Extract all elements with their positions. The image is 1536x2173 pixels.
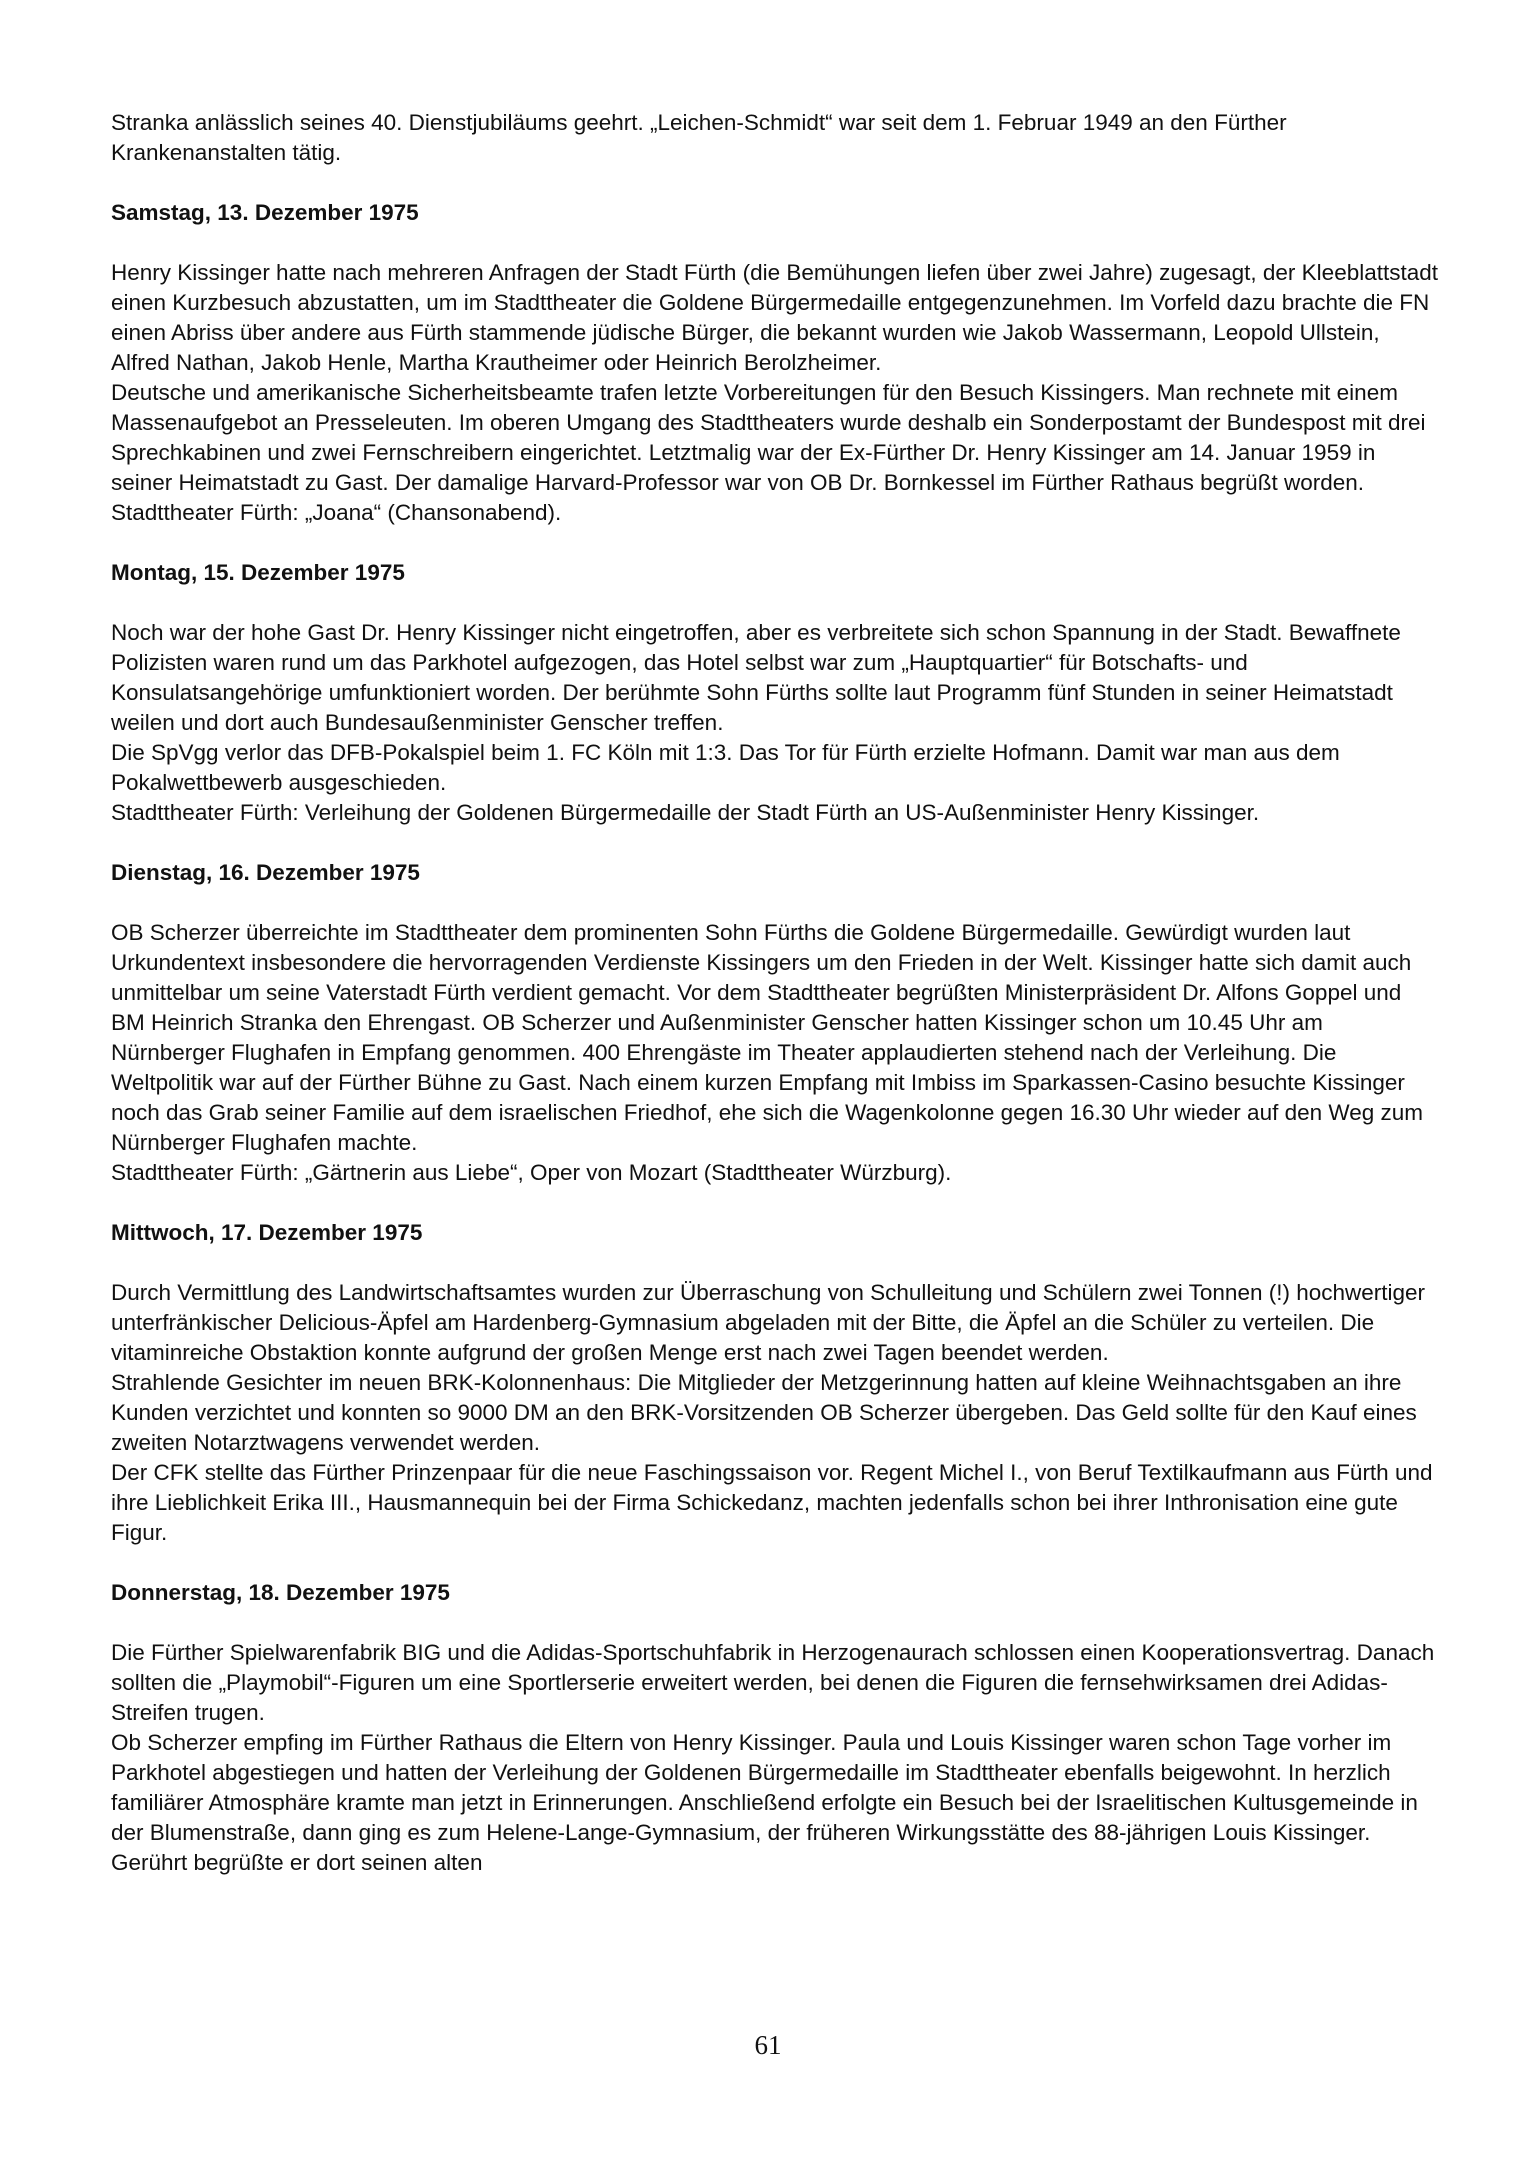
spacer xyxy=(111,828,1441,858)
spacer xyxy=(111,1608,1441,1638)
day-heading-tuesday-16: Dienstag, 16. Dezember 1975 xyxy=(111,860,420,885)
spacer xyxy=(111,888,1441,918)
entry-paragraph: OB Scherzer überreichte im Stadttheater dem prominenten Sohn Fürths die Goldene Bürgermedaille. Gewürdigt wurden laut Urkundentext insbesondere die hervorragenden Verdienste Kissingers um den Frieden in der Welt. Kissinger hatte sich damit auch unmittelbar um seine Vaterstadt Fürth verdient gemacht. Vor dem Stadttheater begrüßten Ministerpräsident Dr. Alfons Goppel und BM Heinrich Stranka den Ehrengast. OB Scherzer und Außenminister Genscher hatten Kissinger schon um 10.45 Uhr am Nürnberger Flughafen in Empfang genommen. 400 Ehrengäste im Theater applaudierten stehend nach der Verleihung. Die Weltpolitik war auf der Fürther Bühne zu Gast. Nach einem kurzen Empfang mit Imbiss im Sparkassen-Casino besuchte Kissinger noch das Grab seiner Familie auf dem israelischen Friedhof, ehe sich die Wagenkolonne gegen 16.30 Uhr wieder auf den Weg zum Nürnberger Flughafen machte. xyxy=(111,920,1423,1155)
day-heading-monday-15: Montag, 15. Dezember 1975 xyxy=(111,560,405,585)
entry-paragraph: Die SpVgg verlor das DFB-Pokalspiel beim 1. FC Köln mit 1:3. Das Tor für Fürth erzielte Hofmann. Damit war man aus dem Pokalwettbewerb ausgeschieden. xyxy=(111,740,1340,795)
spacer xyxy=(111,168,1441,198)
entry-paragraph: Deutsche und amerikanische Sicherheitsbeamte trafen letzte Vorbereitungen für den Besuch Kissingers. Man rechnete mit einem Massenaufgebot an Presseleuten. Im oberen Umgang des Stadttheaters wurde deshalb ein Sonderpostamt der Bundespost mit drei Sprechkabinen und zwei Fernschreibern eingerichtet. Letztmalig war der Ex-Fürther Dr. Henry Kissinger am 14. Januar 1959 in seiner Heimatstadt zu Gast. Der damalige Harvard-Professor war von OB Dr. Bornkessel im Fürther Rathaus begrüßt worden. xyxy=(111,380,1426,495)
entry-paragraph: Stadttheater Fürth: „Joana“ (Chansonabend). xyxy=(111,500,562,525)
entry-paragraph: Henry Kissinger hatte nach mehreren Anfragen der Stadt Fürth (die Bemühungen liefen über zwei Jahre) zugesagt, der Kleeblattstadt einen Kurzbesuch abzustatten, um im Stadttheater die Goldene Bürgermedaille entgegenzunehmen. Im Vorfeld dazu brachte die FN einen Abriss über andere aus Fürth stammende jüdische Bürger, die bekannt wurden wie Jakob Wassermann, Leopold Ullstein, Alfred Nathan, Jakob Henle, Martha Krautheimer oder Heinrich Berolzheimer. xyxy=(111,260,1439,375)
entry-paragraph: Der CFK stellte das Fürther Prinzenpaar für die neue Faschingssaison vor. Regent Michel I., von Beruf Textilkaufmann aus Fürth und ihre Lieblichkeit Erika III., Hausmannequin bei der Firma Schickedanz, machten jedenfalls schon bei ihrer Inthronisation eine gute Figur. xyxy=(111,1460,1433,1545)
spacer xyxy=(111,588,1441,618)
day-heading-thursday-18: Donnerstag, 18. Dezember 1975 xyxy=(111,1580,450,1605)
spacer xyxy=(111,1248,1441,1278)
spacer xyxy=(111,1188,1441,1218)
entry-paragraph: Durch Vermittlung des Landwirtschaftsamtes wurden zur Überraschung von Schulleitung und Schülern zwei Tonnen (!) hochwertiger unterfränkischer Delicious-Äpfel am Hardenberg-Gymnasium abgeladen mit der Bitte, die Äpfel an die Schüler zu verteilen. Die vitaminreiche Obstaktion konnte aufgrund der großen Menge erst nach zwei Tagen beendet werden. xyxy=(111,1280,1426,1365)
page-number: 61 xyxy=(754,2030,782,2060)
spacer xyxy=(111,1548,1441,1578)
day-heading-wednesday-17: Mittwoch, 17. Dezember 1975 xyxy=(111,1220,423,1245)
spacer xyxy=(111,228,1441,258)
entry-paragraph: Strahlende Gesichter im neuen BRK-Kolonnenhaus: Die Mitglieder der Metzgerinnung hatten auf kleine Weihnachtsgaben an ihre Kunden verzichtet und konnten so 9000 DM an den BRK-Vorsitzenden OB Scherzer übergeben. Das Geld sollte für den Kauf eines zweiten Notarztwagens verwendet werden. xyxy=(111,1370,1417,1455)
entry-paragraph: Die Fürther Spielwarenfabrik BIG und die Adidas-Sportschuhfabrik in Herzogenaurach schlossen einen Kooperationsvertrag. Danach sollten die „Playmobil“-Figuren um eine Sportlerserie erweitert werden, bei denen die Figuren die fernsehwirksamen drei Adidas-Streifen trugen. xyxy=(111,1640,1435,1725)
entry-paragraph: Stadttheater Fürth: Verleihung der Goldenen Bürgermedaille der Stadt Fürth an US-Außenminister Henry Kissinger. xyxy=(111,800,1260,825)
intro-paragraph: Stranka anlässlich seines 40. Dienstjubiläums geehrt. „Leichen-Schmidt“ war seit dem 1. Februar 1949 an den Fürther Krankenanstalten tätig. xyxy=(111,110,1287,165)
spacer xyxy=(111,528,1441,558)
entry-paragraph: Stadttheater Fürth: „Gärtnerin aus Liebe“, Oper von Mozart (Stadttheater Würzburg). xyxy=(111,1160,952,1185)
day-heading-saturday-13: Samstag, 13. Dezember 1975 xyxy=(111,200,419,225)
entry-paragraph: Ob Scherzer empfing im Fürther Rathaus die Eltern von Henry Kissinger. Paula und Louis Kissinger waren schon Tage vorher im Parkhotel abgestiegen und hatten der Verleihung der Goldenen Bürgermedaille im Stadttheater ebenfalls beigewohnt. In herzlich familiärer Atmosphäre kramte man jetzt in Erinnerungen. Anschließend erfolgte ein Besuch bei der Israelitischen Kultusgemeinde in der Blumenstraße, dann ging es zum Helene-Lange-Gymnasium, der früheren Wirkungsstätte des 88-jährigen Louis Kissinger. Gerührt begrüßte er dort seinen alten xyxy=(111,1730,1418,1875)
page-content xyxy=(111,108,1441,1878)
entry-paragraph: Noch war der hohe Gast Dr. Henry Kissinger nicht eingetroffen, aber es verbreitete sich schon Spannung in der Stadt. Bewaffnete Polizisten waren rund um das Parkhotel aufgezogen, das Hotel selbst war zum „Hauptquartier“ für Botschafts- und Konsulatsangehörige umfunktioniert worden. Der berühmte Sohn Fürths sollte laut Programm fünf Stunden in seiner Heimatstadt weilen und dort auch Bundesaußenminister Genscher treffen. xyxy=(111,620,1401,735)
